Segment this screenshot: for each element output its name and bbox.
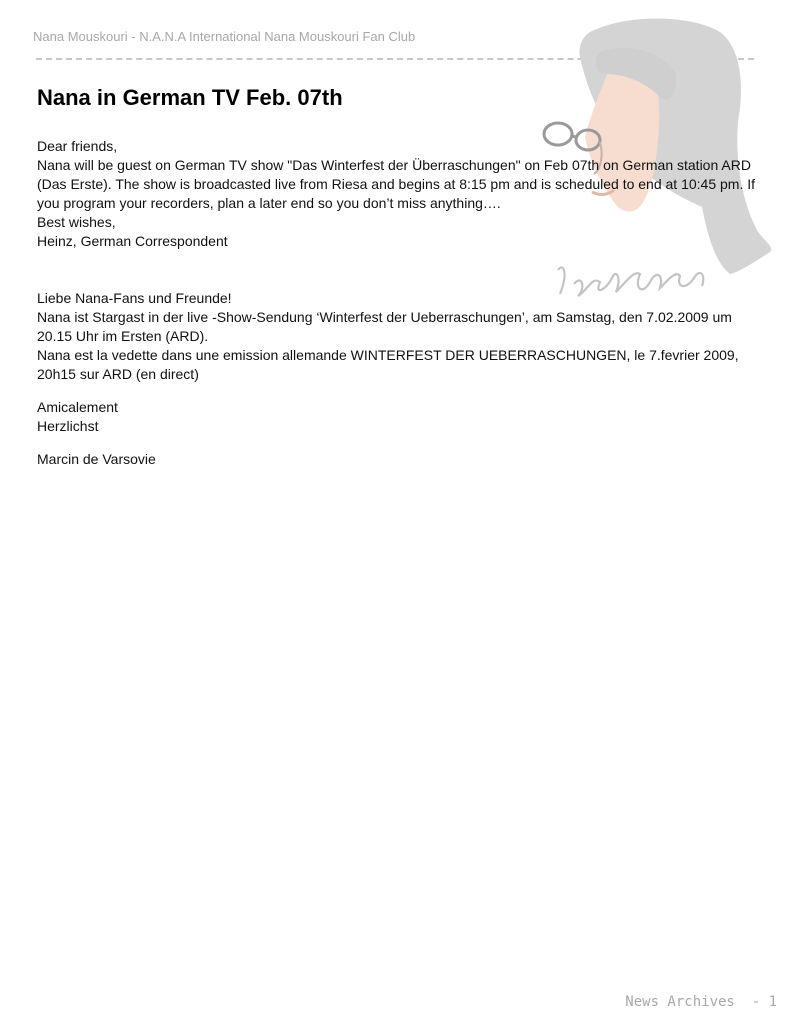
english-author: Heinz, German Correspondent: [37, 233, 228, 249]
german-greeting: Liebe Nana-Fans und Freunde!: [37, 290, 232, 306]
signoff-line-2: Herzlichst: [37, 418, 99, 434]
page-footer: News Archives - 1: [625, 994, 777, 1010]
french-body: Nana est la vedette dans une emission allemande WINTERFEST DER UEBERRASCHUNGEN, le 7.fevrier 2009, 20h15 sur ARD (en direct): [37, 347, 739, 382]
english-body: Nana will be guest on German TV show "Das Winterfest der Überraschungen" on Feb 07th on German station ARD (Das Erste). The show is broadcasted live from Riesa and begins at 8:15 pm and is scheduled to end at 10:45 pm. If you program your recorders, plan a later end so you don’t miss anything….: [37, 157, 756, 211]
english-closing: Best wishes,: [37, 214, 116, 230]
signoff-line-1: Amicalement: [37, 399, 118, 415]
signoff-author: Marcin de Varsovie: [37, 451, 156, 467]
section-spacer: [37, 251, 757, 289]
site-header-title: Nana Mouskouri - N.A.N.A International Nana Mouskouri Fan Club: [33, 29, 416, 44]
paragraph-spacer: [37, 384, 757, 398]
english-greeting: Dear friends,: [37, 138, 118, 154]
german-body: Nana ist Stargast in der live -Show-Sendung ‘Winterfest der Ueberraschungen’, am Samstag, den 7.02.2009 um 20.15 Uhr im Ersten (ARD).: [37, 309, 732, 344]
paragraph-spacer: [37, 436, 757, 450]
article-body: [37, 137, 757, 469]
article-title: Nana in German TV Feb. 07th: [37, 85, 343, 110]
